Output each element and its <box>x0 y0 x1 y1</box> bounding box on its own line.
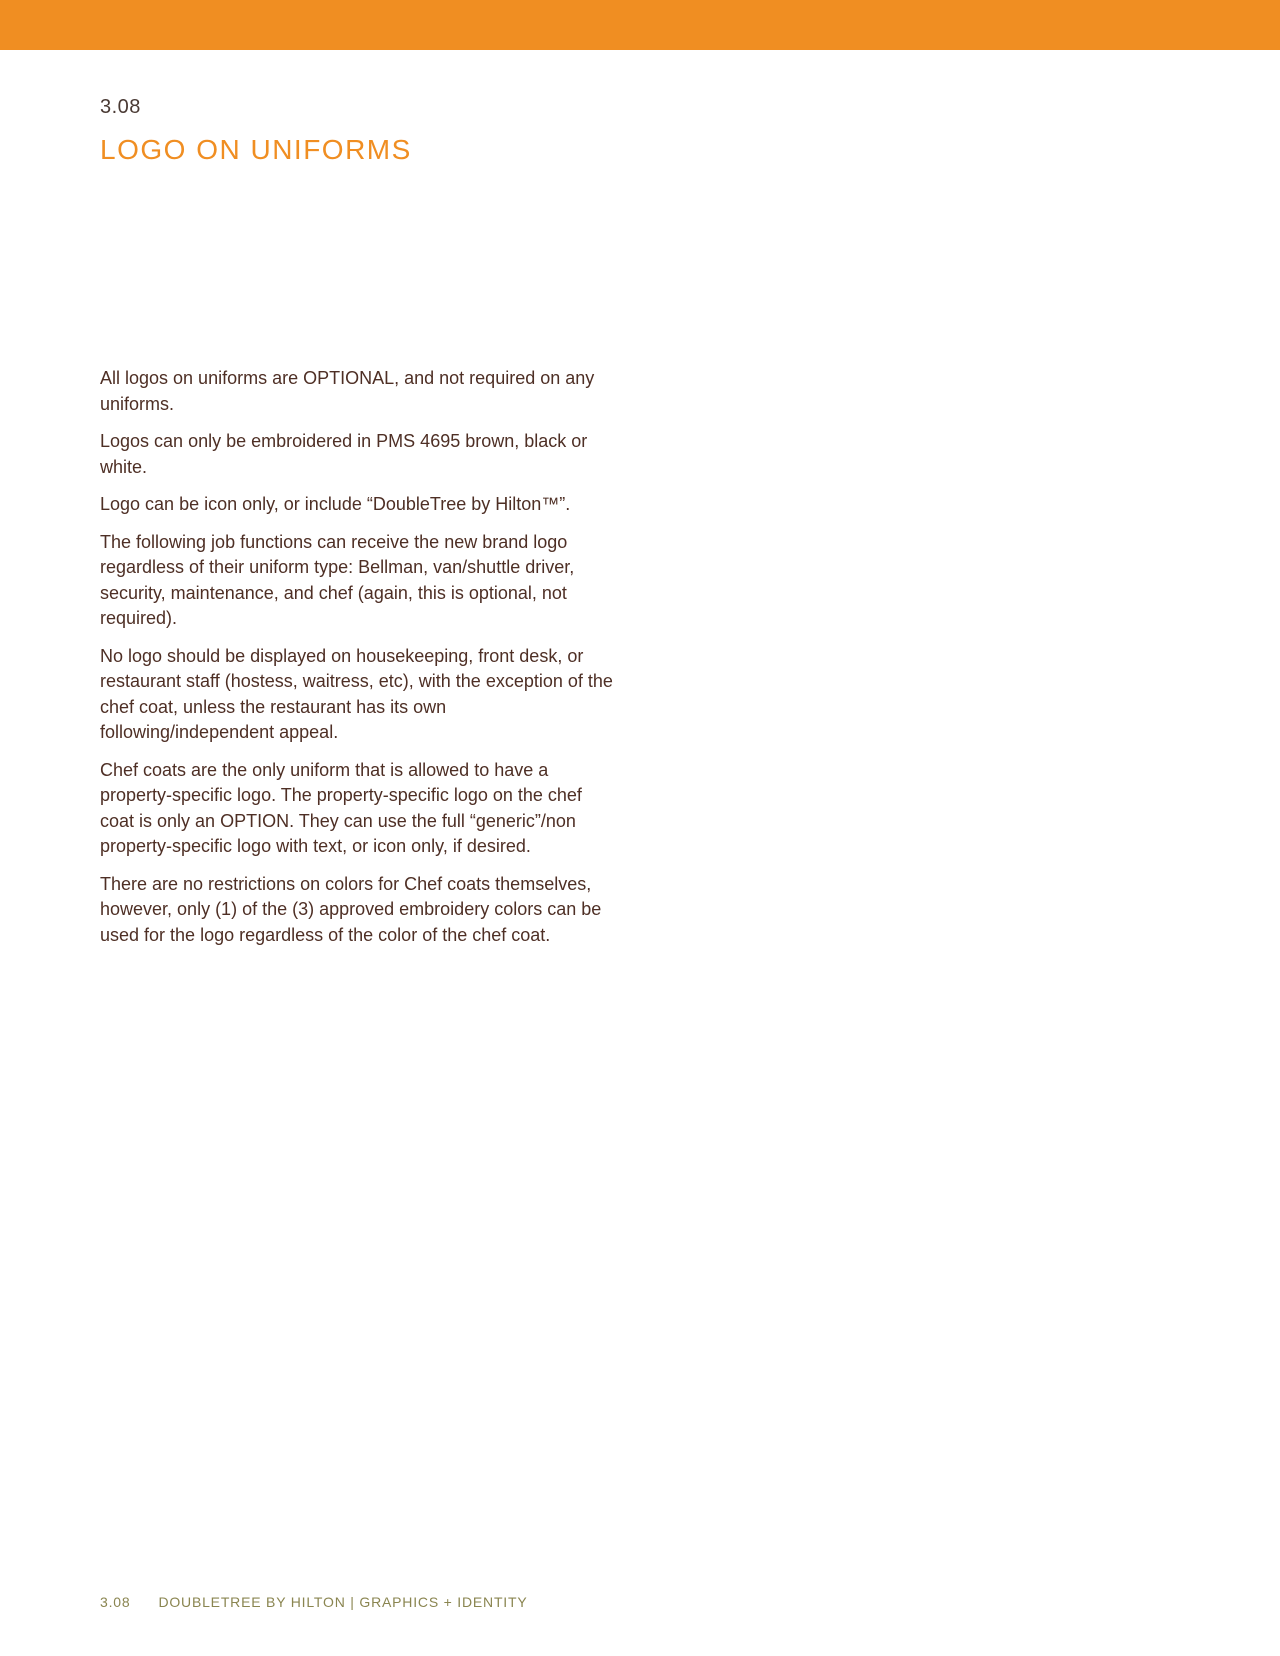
top-accent-bar <box>0 0 1280 50</box>
footer-title: DOUBLETREE BY HILTON | GRAPHICS + IDENTITY <box>158 1594 528 1610</box>
paragraph-logo-variants: Logo can be icon only, or include “DoubleTree by Hilton™”. <box>100 494 571 514</box>
paragraph-no-logo-staff: No logo should be displayed on housekeeping, front desk, or restaurant staff (hostess, waitress, etc), with the exception of the chef coat, unless the restaurant has its own following/independent appeal. <box>100 645 613 742</box>
page-title: LOGO ON UNIFORMS <box>100 134 412 165</box>
paragraph-chef-coats: Chef coats are the only uniform that is allowed to have a property-specific logo. The property-specific logo on the chef coat is only an OPTION. They can use the full “generic”/non property-specific logo with text, or icon only, if desired. <box>100 759 582 856</box>
paragraph-embroidery-colors: Logos can only be embroidered in PMS 4695 brown, black or white. <box>100 431 588 477</box>
paragraph-optional-logos: All logos on uniforms are OPTIONAL, and not required on any uniforms. <box>100 368 595 414</box>
page-footer <box>100 1594 528 1610</box>
section-number: 3.08 <box>100 96 141 118</box>
paragraph-job-functions: The following job functions can receive the new brand logo regardless of their uniform type: Bellman, van/shuttle driver, security, maintenance, and chef (again, this is optional, not required). <box>100 531 575 628</box>
paragraph-chef-coat-colors: There are no restrictions on colors for Chef coats themselves, however, only (1) of the (3) approved embroidery colors can be used for the logo regardless of the color of the chef coat. <box>100 873 602 945</box>
footer-page-number: 3.08 <box>100 1594 131 1610</box>
body-text <box>100 366 620 960</box>
